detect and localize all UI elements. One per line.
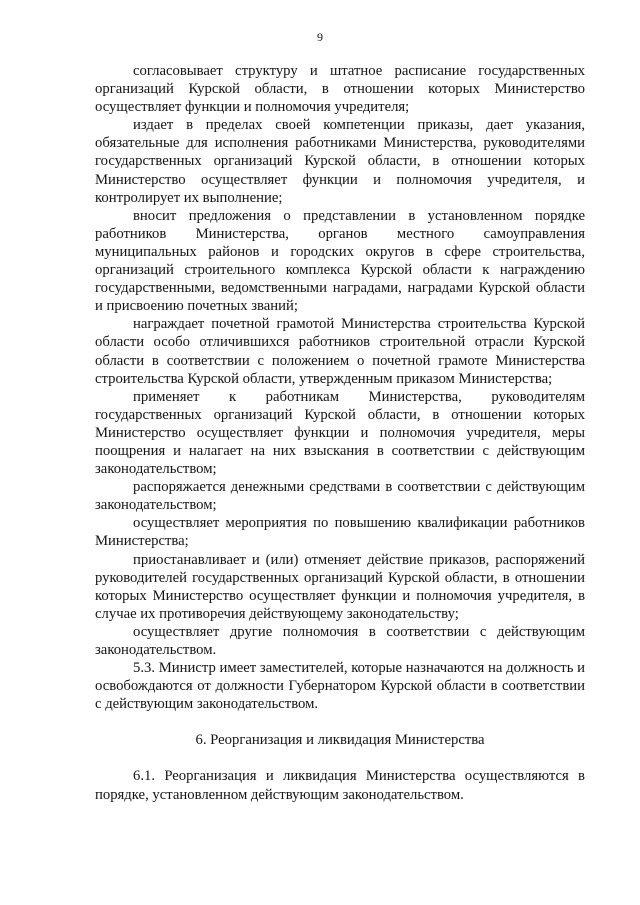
paragraph-incentives-penalties: применяет к работникам Министерства, руководителям государственных организаций Курской области, в отношении которых Министерство осуществляет функции и полномочия учредителя, меры поощрения и налагает на них взыскания в соответствии с действующим законодательством;: [95, 388, 585, 478]
paragraph-training: осуществляет мероприятия по повышению квалификации работников Министерства;: [95, 515, 585, 550]
section-heading: 6. Реорганизация и ликвидация Министерства: [195, 732, 485, 749]
paragraph-suspend-orders: приостанавливает и (или) отменяет действие приказов, распоряжений руководителей государственных организаций Курской области, в отношении которых Министерство осуществляет функции и полномочия учредителя, в случае их противоречия действующему законодательству;: [95, 551, 585, 622]
paragraph-issue-orders: издает в пределах своей компетенции приказы, дает указания, обязательные для исполнения работниками Министерства, руководителями государственных организаций Курской области, в отношении которых Министерство осуществляет функции и полномочия учредителя, и контролирует их выполнение;: [95, 117, 585, 206]
page-number: 9: [317, 30, 323, 44]
paragraph-honor-certificate: награждает почетной грамотой Министерства строительства Курской области особо отличившихся работников строительной отрасли Курской области в соответствии с положением о почетной грамоте Министерства строительства Курской области, утвержденным приказом Министерства;: [95, 316, 585, 387]
paragraph-deputies: 5.3. Министр имеет заместителей, которые назначаются на должность и освобождаются от должности Губернатором Курской области в соответствии с действующим законодательством.: [95, 660, 585, 713]
paragraph-approve-structure: согласовывает структуру и штатное расписание государственных организаций Курской области, в отношении которых Министерство осуществляет функции и полномочия учредителя;: [95, 63, 585, 116]
paragraph-funds: распоряжается денежными средствами в соответствии с действующим законодательством;: [95, 479, 585, 514]
spacer: [95, 749, 585, 767]
spacer: [95, 713, 585, 731]
paragraph-reorganization: 6.1. Реорганизация и ликвидация Министерства осуществляются в порядке, установленном действующим законодательством.: [95, 768, 585, 803]
document-body: [95, 62, 585, 804]
paragraph-other-powers: осуществляет другие полномочия в соответствии с действующим законодательством.: [95, 623, 585, 658]
paragraph-award-proposals: вносит предложения о представлении в установленном порядке работников Министерства, органов местного самоуправления муниципальных районов и городских округов в сфере строительства, организаций строительного комплекса Курской области к награждению государственными, ведомственными наградами, наградами Курской области и присвоению почетных званий;: [95, 207, 585, 315]
